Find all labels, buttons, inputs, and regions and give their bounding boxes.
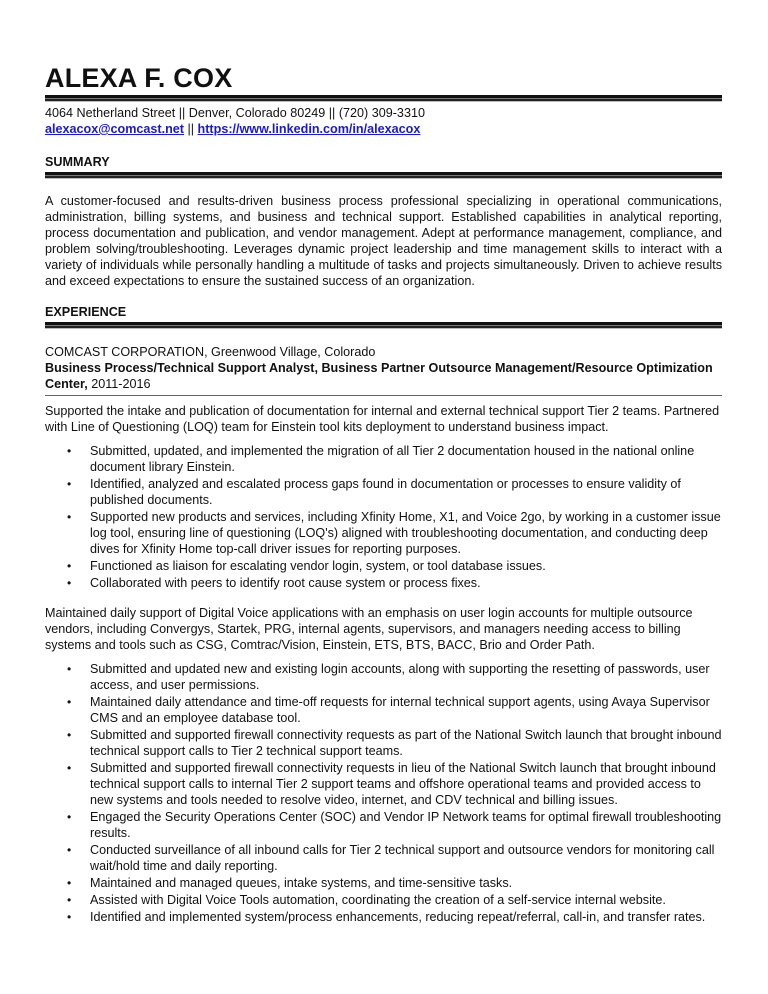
bullet-icon: • — [67, 695, 72, 709]
links-separator: || — [184, 122, 198, 136]
bullet-item — [45, 558, 722, 574]
bullet-item — [45, 476, 722, 508]
resume-page — [45, 63, 722, 926]
bullet-item — [45, 509, 722, 557]
bullet-text: Identified, analyzed and escalated process gaps found in documentation or processes to ensure validity of published documents. — [90, 477, 681, 507]
bullet-icon: • — [67, 477, 72, 491]
bullet-icon: • — [67, 843, 72, 857]
bullet-text: Identified and implemented system/process enhancements, reducing repeat/referral, call-in, and transfer rates. — [90, 910, 706, 924]
company-line: COMCAST CORPORATION, Greenwood Village, Colorado — [45, 345, 376, 359]
bullet-item — [45, 909, 722, 925]
bullet-icon: • — [67, 576, 72, 590]
bullet-item — [45, 727, 722, 759]
header-rule — [45, 95, 722, 102]
bullet-text: Collaborated with peers to identify root cause system or process fixes. — [90, 576, 481, 590]
bullet-icon: • — [67, 444, 72, 458]
links-line — [45, 121, 722, 137]
bullet-text: Assisted with Digital Voice Tools automation, coordinating the creation of a self-service internal website. — [90, 893, 666, 907]
email-link[interactable]: alexacox@comcast.net — [45, 122, 184, 136]
bullet-item — [45, 875, 722, 891]
bullet-text: Submitted and supported firewall connectivity requests as part of the National Switch launch that brought inbound technical support calls to Tier 2 technical support teams. — [90, 728, 722, 758]
bullet-icon: • — [67, 876, 72, 890]
bullet-item — [45, 760, 722, 808]
bullet-text: Engaged the Security Operations Center (SOC) and Vendor IP Network teams for optimal firewall troubleshooting results. — [90, 810, 722, 840]
summary-heading: SUMMARY — [45, 155, 110, 169]
bullet-list — [45, 443, 722, 591]
bullet-item — [45, 443, 722, 475]
bullet-icon: • — [67, 893, 72, 907]
bullet-item — [45, 661, 722, 693]
bullet-text: Functioned as liaison for escalating vendor login, system, or tool database issues. — [90, 559, 546, 573]
summary-rule — [45, 172, 722, 179]
bullet-text: Maintained and managed queues, intake systems, and time-sensitive tasks. — [90, 876, 513, 890]
job-paragraph: Supported the intake and publication of documentation for internal and external technical support Tier 2 teams. Partnered with Line of Questioning (LOQ) team for Einstein tool kits deployment to understand business impact. — [45, 404, 720, 434]
bullet-icon: • — [67, 559, 72, 573]
job-dates: 2011-2016 — [87, 377, 151, 391]
job-title-line — [45, 360, 722, 392]
linkedin-link[interactable]: https://www.linkedin.com/in/alexacox — [197, 122, 421, 136]
bullet-icon: • — [67, 910, 72, 924]
address-line: 4064 Netherland Street || Denver, Colorado 80249 || (720) 309-3310 — [45, 106, 425, 120]
contact-block — [45, 105, 722, 137]
bullet-list — [45, 661, 722, 925]
job-paragraph: Maintained daily support of Digital Voice applications with an emphasis on user login accounts for multiple outsource vendors, including Convergys, Startek, PRG, internal agents, supervisors, and managers needing access to billing systems and tools such as CSG, Comtrac/Vision, Einstein, ETS, BTS, BACC, Brio and Order Path. — [45, 606, 693, 652]
experience-heading: EXPERIENCE — [45, 305, 127, 319]
job-role: Business Process/Technical Support Analyst, Business Partner Outsource Management/Resource Optimization Center, — [45, 361, 713, 391]
bullet-text: Submitted and supported firewall connectivity requests in lieu of the National Switch launch that brought inbound technical support calls to internal Tier 2 support teams and offshore operational teams and provided access to new systems and tools needed to resolve video, internet, and CDV technical and billing issues. — [90, 761, 716, 807]
bullet-item — [45, 842, 722, 874]
bullet-icon: • — [67, 761, 72, 775]
summary-text: A customer-focused and results-driven business process professional specializing in operational communications, administration, billing systems, and business and technical support. Established capabilities in analytical reporting, process documentation and publication, and vendor management. Adept at performance management, compliance, and problem solving/troubleshooting. Leverages dynamic project leadership and time management skills to interact with a variety of individuals while personally handling a multitude of tasks and projects simultaneously. Driven to achieve results and exceed expectations to ensure the sustained success of an organization. — [45, 194, 722, 288]
bullet-text: Maintained daily attendance and time-off requests for internal technical support agents, using Avaya Supervisor CMS and an employee database tool. — [90, 695, 710, 725]
bullet-icon: • — [67, 662, 72, 676]
bullet-icon: • — [67, 810, 72, 824]
bullet-icon: • — [67, 510, 72, 524]
candidate-name: ALEXA F. COX — [45, 63, 233, 93]
bullet-text: Conducted surveillance of all inbound calls for Tier 2 technical support and outsource vendors for monitoring call wait/hold time and daily reporting. — [90, 843, 715, 873]
bullet-text: Supported new products and services, including Xfinity Home, X1, and Voice 2go, by working in a customer issue log tool, ensuring line of questioning (LOQ's) aligned with troubleshooting documentation, and conducting deep dives for Xfinity Home top-call driver issues for reporting purposes. — [90, 510, 721, 556]
bullet-item — [45, 575, 722, 591]
bullet-text: Submitted, updated, and implemented the migration of all Tier 2 documentation housed in the national online document library Einstein. — [90, 444, 695, 474]
job-rule — [45, 395, 722, 396]
bullet-item — [45, 892, 722, 908]
bullet-text: Submitted and updated new and existing login accounts, along with supporting the resetting of passwords, user access, and user permissions. — [90, 662, 710, 692]
job-entry — [45, 344, 722, 925]
bullet-item — [45, 809, 722, 841]
bullet-item — [45, 694, 722, 726]
bullet-icon: • — [67, 728, 72, 742]
experience-rule — [45, 322, 722, 329]
